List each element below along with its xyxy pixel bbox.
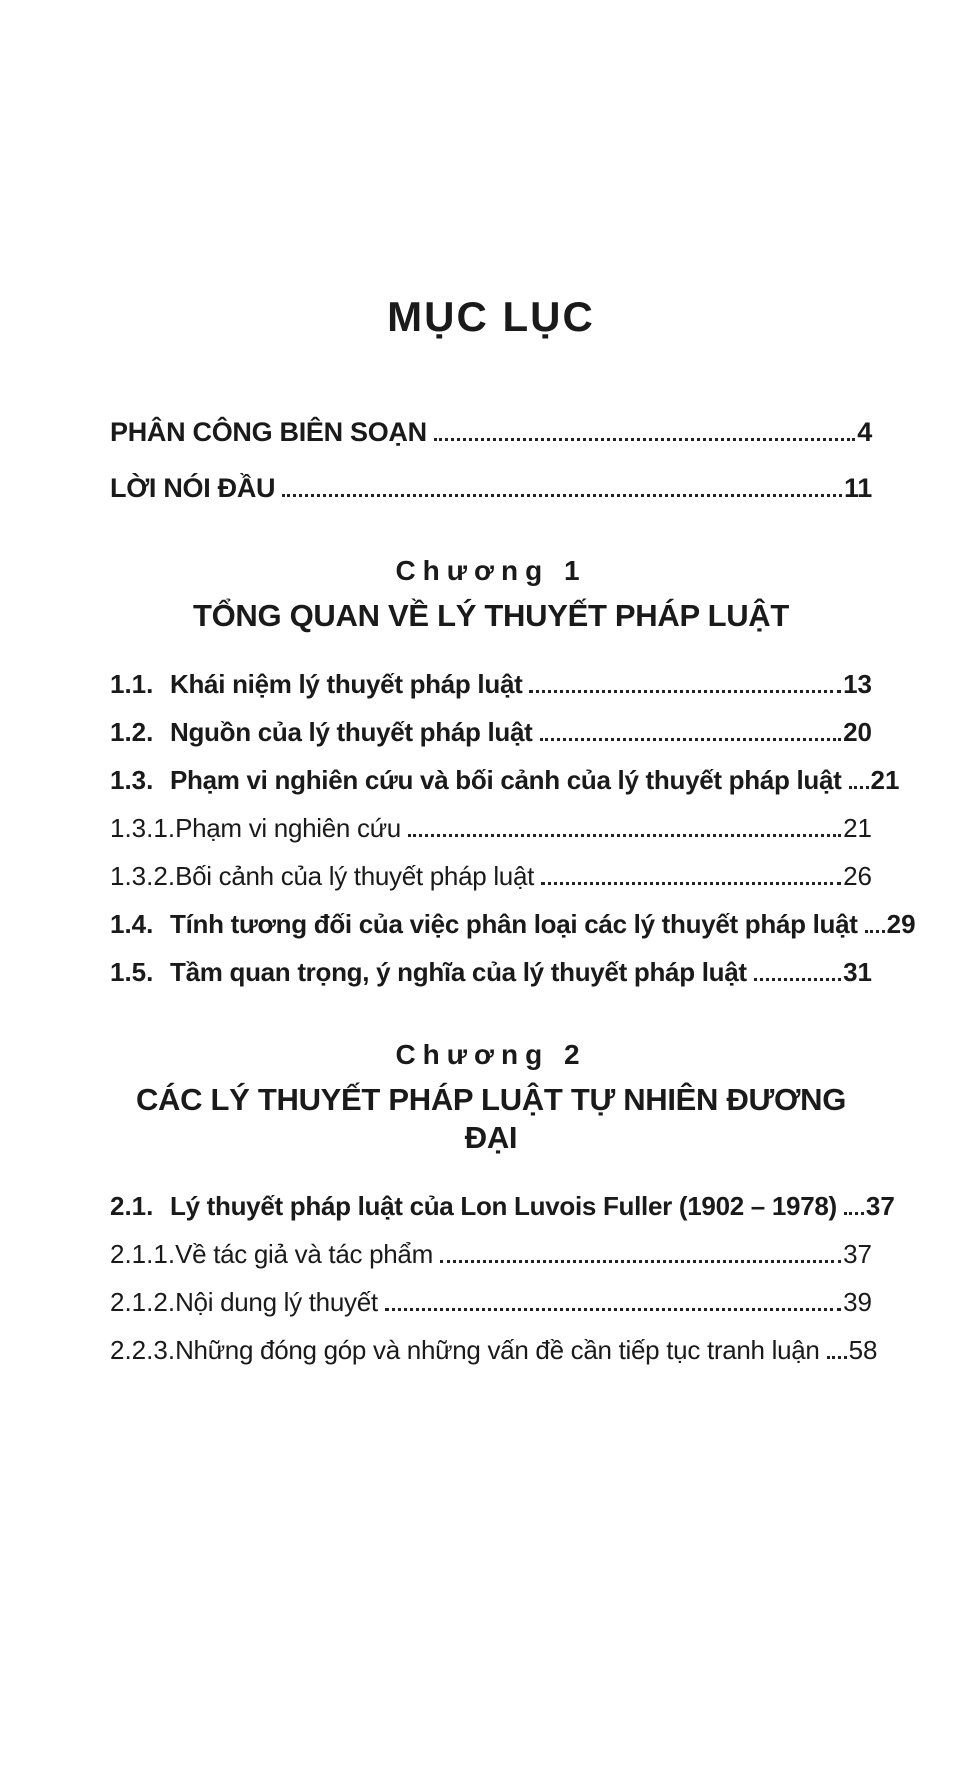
entry-number: 2.1.1.: [110, 1239, 176, 1269]
entry-number: 2.2.3.: [110, 1335, 176, 1365]
entry-title: PHÂN CÔNG BIÊN SOẠN: [110, 417, 427, 447]
dot-leader: [529, 690, 841, 693]
dot-leader: [844, 1212, 864, 1215]
dot-leader: [385, 1308, 841, 1311]
dot-leader: [540, 738, 842, 741]
entry-page-number: 20: [843, 717, 872, 747]
entry-title: Tầm quan trọng, ý nghĩa của lý thuyết pháp luật: [170, 957, 747, 987]
entry-page-number: 13: [843, 669, 872, 699]
entry-title: Về tác giả và tác phẩm: [175, 1239, 433, 1269]
toc-entry-row: [110, 861, 872, 892]
chapter-section: [110, 1038, 895, 1366]
entry-page-number: 21: [870, 765, 900, 795]
entry-number: 1.3.2.: [110, 861, 176, 891]
toc-entry-row: [110, 1287, 872, 1318]
dot-leader: [408, 834, 841, 837]
entry-title: Khái niệm lý thuyết pháp luật: [170, 669, 523, 699]
chapter-entries-list: [110, 669, 916, 988]
entry-page-number: 26: [843, 861, 872, 891]
front-matter-list: [110, 416, 872, 504]
entry-number: 1.3.: [110, 765, 154, 795]
toc-entry-row: [110, 717, 872, 748]
dot-leader: [440, 1260, 841, 1263]
entry-title: Nguồn của lý thuyết pháp luật: [170, 717, 533, 747]
dot-leader: [282, 494, 842, 497]
entry-page-number: 21: [843, 813, 872, 843]
toc-entry-row: [110, 1335, 878, 1366]
entry-title: Những đóng góp và những vấn đề cần tiếp tục tranh luận: [175, 1335, 820, 1365]
entry-number: 1.4.: [110, 909, 154, 939]
toc-entry-row: [110, 1191, 895, 1222]
dot-leader: [754, 978, 841, 981]
dot-leader: [849, 786, 869, 789]
dot-leader: [434, 438, 855, 441]
entry-number: 1.5.: [110, 957, 154, 987]
toc-entry-row: [110, 669, 872, 700]
entry-number: 2.1.: [110, 1191, 154, 1221]
chapter-section: [110, 554, 916, 988]
chapter-entries-list: [110, 1191, 895, 1366]
entry-title: Bối cảnh của lý thuyết pháp luật: [175, 861, 535, 891]
entry-title: Phạm vi nghiên cứu và bối cảnh của lý thuyết pháp luật: [170, 765, 842, 795]
chapters-container: [110, 554, 916, 1366]
entry-title: Lý thuyết pháp luật của Lon Luvois Fuller (1902 – 1978): [170, 1191, 837, 1221]
page-title: MỤC LỤC: [387, 293, 595, 340]
entry-page-number: 37: [843, 1239, 872, 1269]
toc-entry-row: [110, 957, 872, 988]
toc-page: [0, 293, 970, 1790]
dot-leader: [865, 930, 885, 933]
entry-title: Nội dung lý thuyết: [175, 1287, 378, 1317]
entry-number: 1.2.: [110, 717, 154, 747]
toc-entry-row: [110, 909, 916, 940]
toc-entry-row: [110, 813, 872, 844]
entry-page-number: 4: [857, 417, 872, 447]
entry-title: Tính tương đối của việc phân loại các lý thuyết pháp luật: [170, 909, 858, 939]
chapter-heading: TỔNG QUAN VỀ LÝ THUYẾT PHÁP LUẬT: [192, 598, 790, 633]
toc-entry-row: [110, 765, 900, 796]
entry-page-number: 37: [865, 1191, 895, 1221]
chapter-heading: CÁC LÝ THUYẾT PHÁP LUẬT TỰ NHIÊN ĐƯƠNG ĐẠI: [135, 1082, 847, 1155]
entry-number: 1.1.: [110, 669, 154, 699]
entry-page-number: 58: [848, 1335, 878, 1365]
entry-page-number: 39: [843, 1287, 872, 1317]
toc-entry-row: [110, 1239, 872, 1270]
dot-leader: [827, 1356, 847, 1359]
entry-page-number: 11: [844, 473, 872, 503]
toc-entry-row: [110, 416, 872, 448]
entry-title: Phạm vi nghiên cứu: [175, 813, 401, 843]
dot-leader: [541, 882, 841, 885]
chapter-kicker: Chương 1: [395, 555, 587, 586]
entry-title: LỜI NÓI ĐẦU: [110, 473, 276, 503]
entry-number: 2.1.2.: [110, 1287, 176, 1317]
entry-page-number: 31: [843, 957, 872, 987]
entry-page-number: 29: [886, 909, 916, 939]
chapter-kicker: Chương 2: [395, 1039, 587, 1070]
toc-entry-row: [110, 472, 872, 504]
entry-number: 1.3.1.: [110, 813, 176, 843]
